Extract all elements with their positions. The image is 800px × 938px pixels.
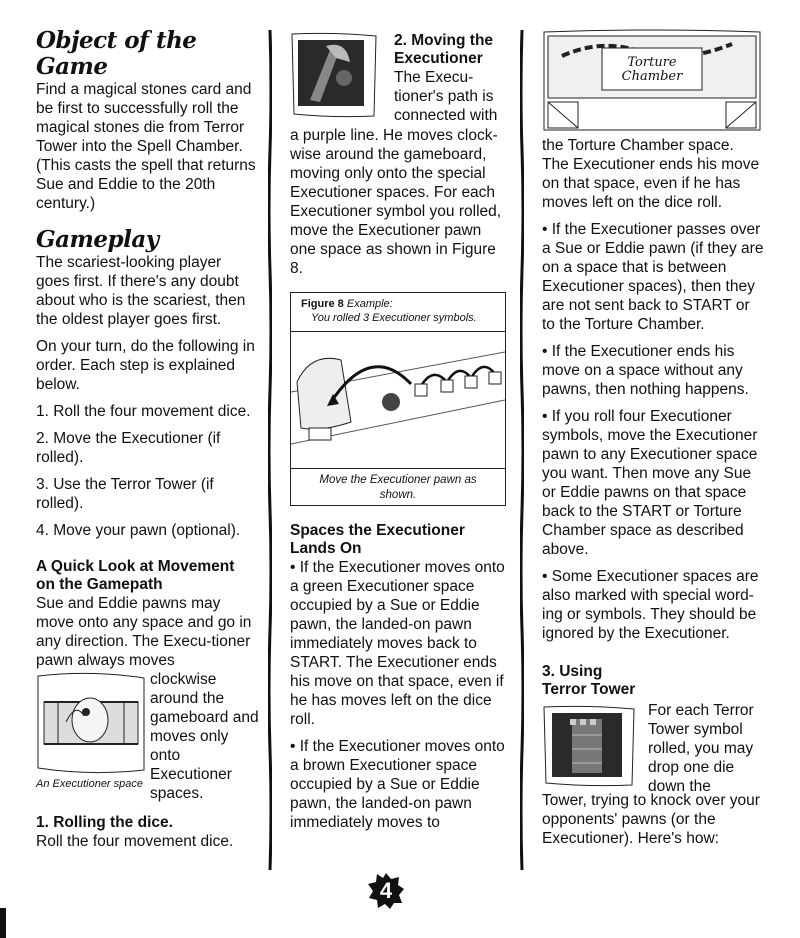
torture-chamber-image — [542, 28, 762, 132]
spaces-heading: Spaces the Executioner Lands On — [290, 522, 465, 557]
step-item: 4. Move your pawn (optional). — [36, 522, 241, 539]
bullet-item: • If the Executioner moves onto a brown Executioner space occupied by a Sue or Eddie pawn, the landed-on pawn immediately moves to — [290, 738, 505, 831]
bullet-item: • If the Executioner moves onto a green Executioner space occupied by a Sue or Eddie pawn, the landed-on pawn immediately moves back to START. The Executioner ends his move on that space, even if he has moves left on the dice roll. — [290, 559, 505, 728]
figure-caption: Move the Executioner pawn as shown. — [291, 468, 505, 507]
tower-side-text: For each Terror Tower symbol rolled, you may drop one die down the — [648, 702, 754, 795]
moving-section-top — [290, 28, 506, 126]
rolling-heading: 1. Rolling the dice. — [36, 814, 173, 831]
terror-tower-icon — [542, 705, 636, 787]
moving-heading: 2. Moving the Executioner — [394, 32, 494, 67]
bullet-item: • Some Executioner spaces are also marked with special word-ing or symbols. They should be ignored by the Executioner. — [542, 568, 759, 642]
step-item: 2. Move the Executioner (if rolled). — [36, 430, 221, 466]
tower-heading-line2: Terror Tower — [542, 681, 636, 698]
tower-text: Tower, trying to knock over your opponents' pawns (or the Executioner). Here's how: — [542, 792, 760, 847]
bullet-item: • If the Executioner passes over a Sue or Eddie pawn (if they are on a space that is between Executioner spaces), then they are not sent back to START or to the Torture Chamber. — [542, 221, 764, 333]
step-item: 3. Use the Terror Tower (if rolled). — [36, 476, 214, 512]
tower-heading — [542, 663, 764, 699]
figure-header — [291, 293, 505, 332]
page-number: 4 — [379, 878, 393, 903]
column-middle — [290, 28, 506, 832]
torture-chamber-sign: Torture Chamber — [621, 55, 683, 84]
page-number-badge — [367, 872, 405, 910]
figure-subtitle: You rolled 3 Executioner symbols. — [311, 312, 477, 324]
objective-heading: Object of the Game — [36, 27, 197, 80]
figure-label: Figure 8 — [301, 298, 344, 310]
moving-side-text: The Execu-tioner's path is connected with — [394, 69, 498, 124]
figure-8-box — [290, 292, 506, 506]
figure-example: Example: — [346, 298, 393, 310]
corner-mark — [0, 908, 6, 938]
quicklook-side-text: clockwise around the gameboard and moves only onto Executioner spaces. — [150, 671, 259, 802]
gameplay-heading: Gameplay — [36, 226, 159, 253]
column-divider — [520, 30, 524, 870]
continued-text: the Torture Chamber space. The Executioner ends his move on that space, even if he has moves left on the dice roll. — [542, 137, 760, 211]
tower-heading-line1: 3. Using — [542, 663, 603, 680]
gameplay-paragraph: The scariest-looking player goes first. If there's any doubt about who is the scariest, then the oldest player goes first. — [36, 254, 246, 328]
gameplay-paragraph: On your turn, do the following in order. Each step is explained below. — [36, 338, 255, 393]
step-item: 1. Roll the four movement dice. — [36, 403, 251, 420]
rolling-text: Roll the four movement dice. — [36, 833, 234, 850]
quicklook-text: Sue and Eddie pawns may move onto any space and go in any direction. The Execu-tioner pawn always moves — [36, 595, 252, 669]
executioner-space-image — [36, 672, 146, 774]
quicklook-heading: A Quick Look at Movement on the Gamepath — [36, 558, 235, 593]
column-right — [542, 28, 764, 848]
tower-section — [542, 699, 764, 795]
image-caption: An Executioner space — [36, 778, 144, 790]
quicklook-figure-row — [36, 670, 259, 806]
objective-text: Find a magical stones card and be first to successfully roll the magical stones die from Terror Tower into the Spell Chamber. (This casts the spell that returns Sue and Eddie to the 20th century.) — [36, 81, 256, 212]
figure-8-illustration — [291, 332, 505, 468]
column-divider — [268, 30, 272, 870]
executioner-icon — [290, 32, 378, 118]
column-left — [36, 27, 259, 851]
bullet-item: • If the Executioner ends his move on a space without any pawns, then nothing happens. — [542, 343, 749, 398]
bullet-item: • If you roll four Executioner symbols, move the Executioner pawn to any Executioner space you want. Then move any Sue or Eddie pawns on that space back to the START or Torture Chamber space as described above. — [542, 408, 758, 558]
moving-text: a purple line. He moves clock-wise around the gameboard, moving only onto the special Executioner spaces. For each Executioner symbol you rolled, move the Executioner pawn one space as shown in Figure 8. — [290, 127, 502, 277]
